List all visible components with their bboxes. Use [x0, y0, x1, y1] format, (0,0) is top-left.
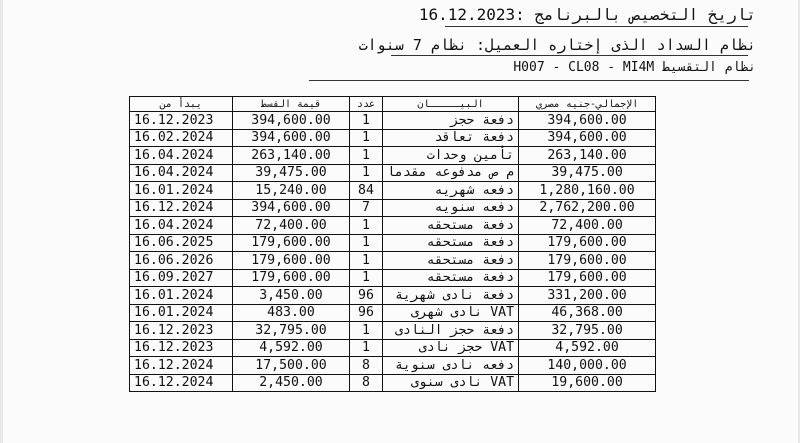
table-row	[130, 374, 656, 392]
start-date-cell: 16.12.2024	[130, 357, 233, 375]
col-count: عدد	[350, 97, 383, 112]
description-cell: VAT نادى سنوى	[383, 374, 519, 392]
amount-cell: 394,600.00	[233, 112, 350, 130]
description-cell: دفعه شهريه	[383, 182, 519, 200]
col-start-from: يبدأ من	[130, 97, 233, 112]
table-row	[130, 339, 656, 357]
total-cell: 19,600.00	[519, 374, 656, 392]
table-row	[130, 129, 656, 147]
description-cell: م ص مدفوعه مقدما	[383, 164, 519, 182]
count-cell: 1	[350, 234, 383, 252]
schedule-date-line: تاريخ التخصيص بالبرنامج :16.12.2023	[418, 5, 756, 24]
description-cell: تأمين وحدات	[383, 147, 519, 165]
count-cell: 1	[350, 129, 383, 147]
start-date-cell: 16.04.2024	[130, 164, 233, 182]
table-row	[130, 322, 656, 340]
document-page	[3, 0, 798, 443]
amount-cell: 2,450.00	[233, 374, 350, 392]
count-cell: 1	[350, 269, 383, 287]
total-cell: 2,762,200.00	[519, 199, 656, 217]
amount-cell: 72,400.00	[233, 217, 350, 235]
table-row	[130, 287, 656, 305]
amount-cell: 17,500.00	[233, 357, 350, 375]
description-cell: دفعة حجز النادى	[383, 322, 519, 340]
col-description: البيـــــان	[383, 97, 519, 112]
amount-cell: 263,140.00	[233, 147, 350, 165]
payment-system-line: نظام السداد الذى إختاره العميل: نظام 7 سنوات	[358, 36, 756, 54]
count-cell: 1	[350, 147, 383, 165]
amount-cell: 394,600.00	[233, 199, 350, 217]
table-row	[130, 112, 656, 130]
count-cell: 1	[350, 252, 383, 270]
start-date-cell: 16.01.2024	[130, 182, 233, 200]
count-cell: 1	[350, 112, 383, 130]
count-cell: 1	[350, 322, 383, 340]
amount-cell: 483.00	[233, 304, 350, 322]
installment-table	[129, 96, 656, 392]
table-row	[130, 357, 656, 375]
table-body	[130, 112, 656, 392]
table-row	[130, 199, 656, 217]
total-cell: 394,600.00	[519, 112, 656, 130]
total-cell: 263,140.00	[519, 147, 656, 165]
amount-cell: 4,592.00	[233, 339, 350, 357]
installment-system-line: H007 - CL08 - MI4M نظام التقسيط	[513, 60, 756, 75]
table-row	[130, 304, 656, 322]
start-date-cell: 16.12.2023	[130, 322, 233, 340]
amount-cell: 15,240.00	[233, 182, 350, 200]
count-cell: 84	[350, 182, 383, 200]
total-cell: 4,592.00	[519, 339, 656, 357]
total-cell: 1,280,160.00	[519, 182, 656, 200]
table-row	[130, 217, 656, 235]
total-cell: 179,600.00	[519, 234, 656, 252]
description-cell: دفعة نادى شهرية	[383, 287, 519, 305]
amount-cell: 394,600.00	[233, 129, 350, 147]
description-cell: دفعة مستحقه	[383, 217, 519, 235]
amount-cell: 32,795.00	[233, 322, 350, 340]
count-cell: 7	[350, 199, 383, 217]
total-cell: 39,475.00	[519, 164, 656, 182]
total-cell: 140,000.00	[519, 357, 656, 375]
count-cell: 1	[350, 164, 383, 182]
description-cell: دفعه نادى سنوية	[383, 357, 519, 375]
start-date-cell: 16.12.2023	[130, 339, 233, 357]
total-cell: 72,400.00	[519, 217, 656, 235]
total-cell: 394,600.00	[519, 129, 656, 147]
amount-cell: 179,600.00	[233, 234, 350, 252]
underline	[445, 26, 748, 27]
underline	[391, 55, 748, 56]
table-header-row	[130, 97, 656, 112]
start-date-cell: 16.12.2024	[130, 374, 233, 392]
start-date-cell: 16.01.2024	[130, 287, 233, 305]
description-cell: دفعة مستحقه	[383, 252, 519, 270]
start-date-cell: 16.04.2024	[130, 217, 233, 235]
start-date-cell: 16.12.2024	[130, 199, 233, 217]
total-cell: 179,600.00	[519, 252, 656, 270]
table-row	[130, 164, 656, 182]
start-date-cell: 16.06.2026	[130, 252, 233, 270]
table-row	[130, 269, 656, 287]
description-cell: دفعة مستحقه	[383, 269, 519, 287]
start-date-cell: 16.12.2023	[130, 112, 233, 130]
start-date-cell: 16.06.2025	[130, 234, 233, 252]
col-installment-value: قيمة القسط	[233, 97, 350, 112]
description-cell: VAT حجز نادى	[383, 339, 519, 357]
amount-cell: 179,600.00	[233, 269, 350, 287]
description-cell: دفعة حجز	[383, 112, 519, 130]
count-cell: 1	[350, 217, 383, 235]
start-date-cell: 16.09.2027	[130, 269, 233, 287]
count-cell: 96	[350, 304, 383, 322]
count-cell: 8	[350, 357, 383, 375]
start-date-cell: 16.02.2024	[130, 129, 233, 147]
table-row	[130, 182, 656, 200]
total-cell: 32,795.00	[519, 322, 656, 340]
count-cell: 1	[350, 339, 383, 357]
count-cell: 96	[350, 287, 383, 305]
underline	[309, 80, 749, 81]
description-cell: دفعه سنويه	[383, 199, 519, 217]
table-row	[130, 234, 656, 252]
start-date-cell: 16.04.2024	[130, 147, 233, 165]
amount-cell: 179,600.00	[233, 252, 350, 270]
total-cell: 331,200.00	[519, 287, 656, 305]
amount-cell: 3,450.00	[233, 287, 350, 305]
start-date-cell: 16.01.2024	[130, 304, 233, 322]
table-row	[130, 147, 656, 165]
total-cell: 179,600.00	[519, 269, 656, 287]
amount-cell: 39,475.00	[233, 164, 350, 182]
description-cell: دفعة مستحقه	[383, 234, 519, 252]
total-cell: 46,368.00	[519, 304, 656, 322]
description-cell: VAT نادى شهرى	[383, 304, 519, 322]
table-row	[130, 252, 656, 270]
count-cell: 8	[350, 374, 383, 392]
description-cell: دفعة تعاقد	[383, 129, 519, 147]
col-total: الإجمالي-جنيه مصري	[519, 97, 656, 112]
